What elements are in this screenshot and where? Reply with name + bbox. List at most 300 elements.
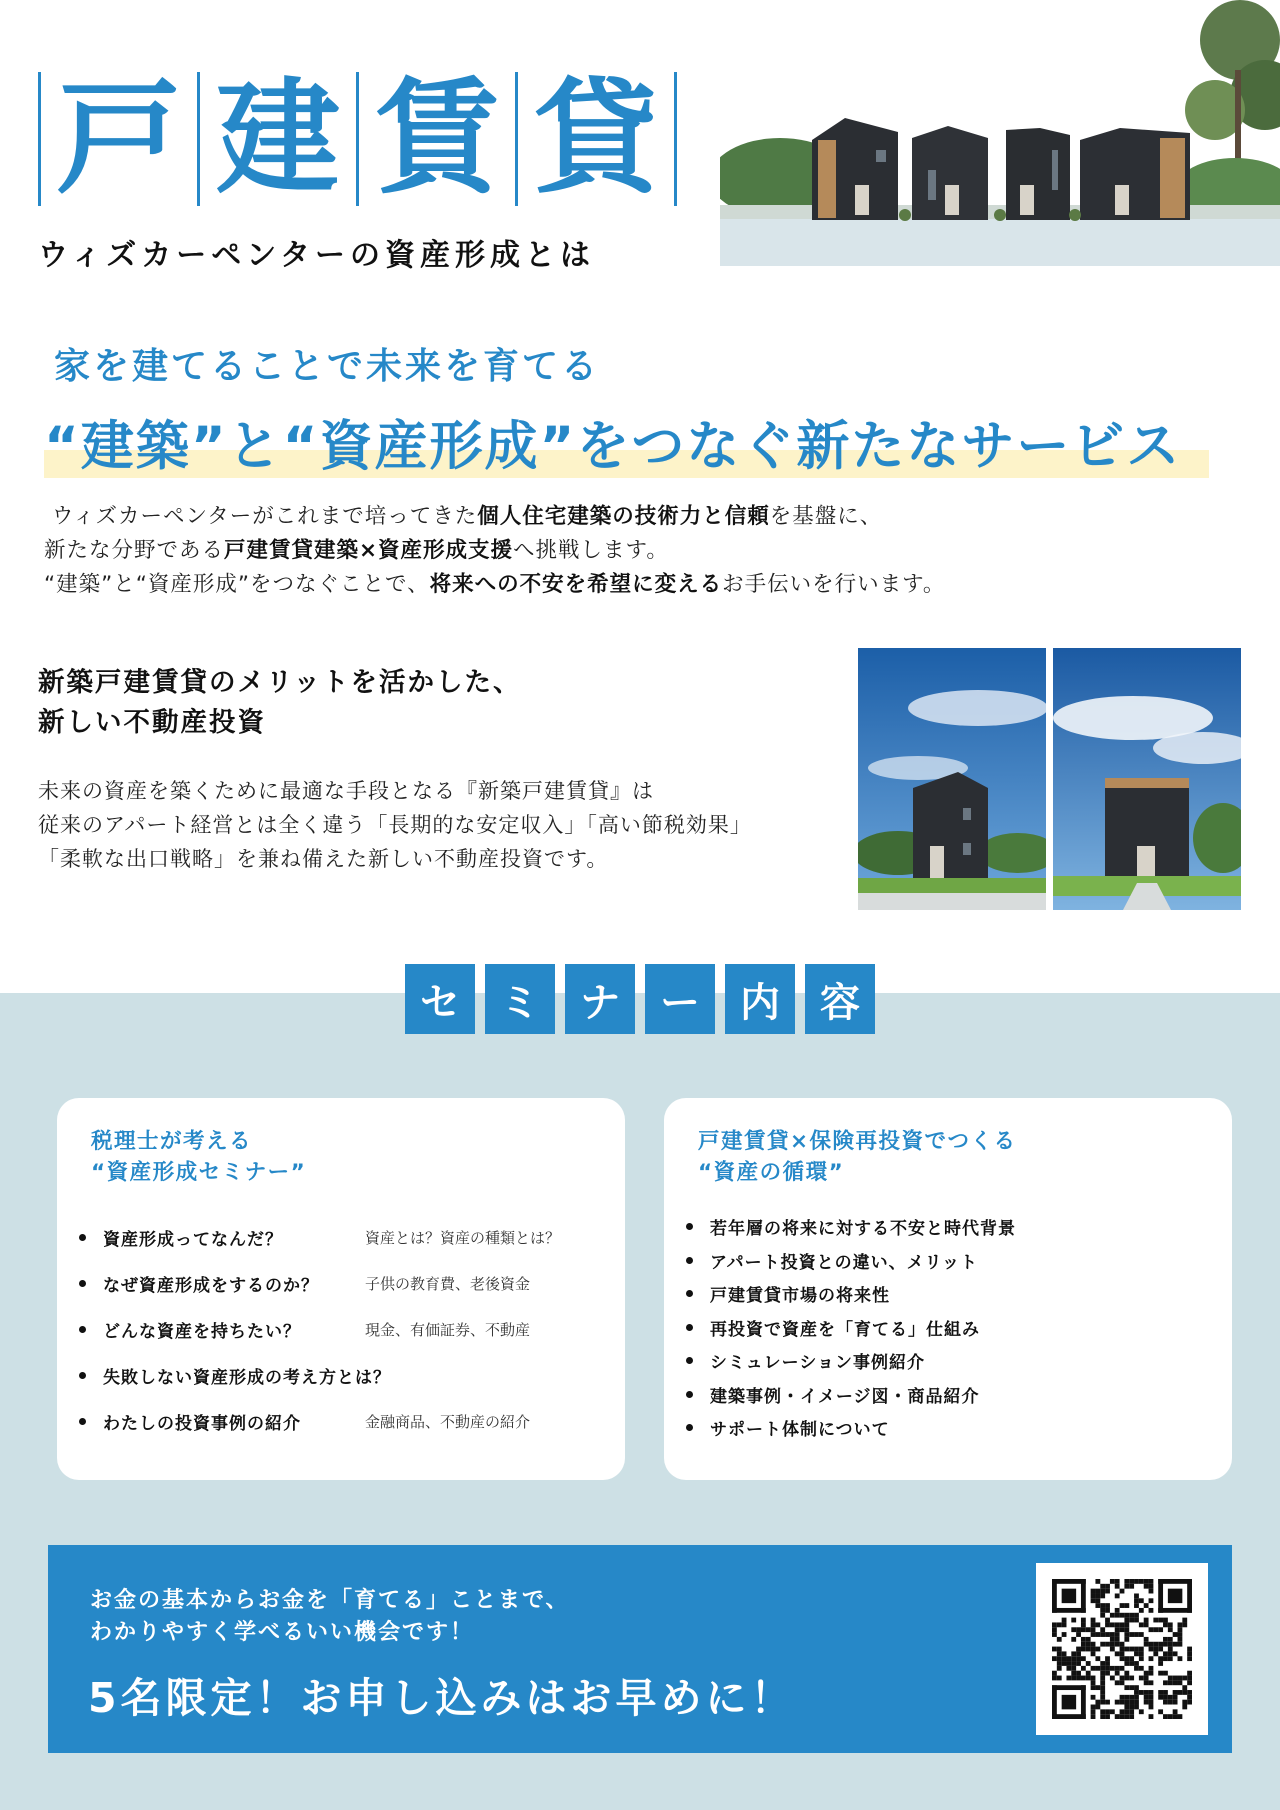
qr-module (1163, 1622, 1168, 1627)
qr-module (1052, 1622, 1057, 1627)
list-item (79, 1398, 560, 1444)
qr-module (1057, 1651, 1062, 1656)
qr-module (1158, 1695, 1163, 1700)
intro-text-span: 新たな分野である (44, 538, 225, 563)
qr-module (1144, 1671, 1149, 1676)
intro-line (44, 500, 1044, 534)
cta-message (90, 1585, 570, 1649)
qr-module (1163, 1680, 1168, 1685)
qr-module (1052, 1579, 1086, 1584)
qr-module (1124, 1618, 1129, 1623)
qr-module (1100, 1613, 1105, 1618)
qr-module (1163, 1656, 1168, 1661)
qr-module (1105, 1656, 1110, 1661)
bullet-icon (686, 1223, 693, 1230)
qr-module (1115, 1666, 1120, 1671)
qr-module (1144, 1584, 1149, 1589)
qr-module (1120, 1714, 1125, 1719)
qr-module (1178, 1680, 1183, 1685)
merit-heading-line: 新築戸建賃貸のメリットを活かした、 (38, 667, 522, 698)
qr-module (1158, 1579, 1192, 1584)
qr-module (1100, 1627, 1105, 1632)
topic: 建築事例・イメージ図・商品紹介 (710, 1386, 980, 1407)
intro-emphasis: 将来への不安を希望に変える (429, 572, 723, 597)
qr-module (1168, 1700, 1173, 1705)
qr-module (1187, 1671, 1192, 1676)
qr-module (1134, 1618, 1139, 1623)
qr-module (1134, 1603, 1139, 1608)
qr-module (1076, 1661, 1081, 1666)
qr-module (1187, 1579, 1192, 1613)
qr-module (1052, 1656, 1057, 1661)
qr-module (1168, 1680, 1173, 1685)
qr-module (1134, 1593, 1139, 1598)
qr-module (1057, 1676, 1062, 1681)
seminar-card-cycle (664, 1098, 1232, 1480)
bullet-icon (686, 1424, 693, 1431)
qr-module (1095, 1593, 1100, 1598)
qr-module (1124, 1579, 1129, 1584)
topic: 若年層の将来に対する不安と時代背景 (710, 1219, 1016, 1240)
list-item (686, 1277, 1016, 1311)
qr-module (1168, 1627, 1173, 1632)
qr-module (1149, 1690, 1154, 1695)
intro-emphasis: 個人住宅建築の技術力と信頼 (477, 504, 770, 529)
card-title: “資産形成セミナー” (91, 1160, 307, 1185)
qr-module (1066, 1676, 1071, 1681)
topic-note: 子供の教育費、老後資金 (365, 1274, 531, 1293)
topic: わたしの投資事例の紹介 (103, 1413, 301, 1434)
qr-module (1095, 1685, 1100, 1690)
qr-module (1120, 1589, 1125, 1594)
qr-module (1110, 1613, 1115, 1618)
qr-module (1095, 1603, 1100, 1608)
subtitle: ウィズカーペンターの資産形成とは (38, 238, 595, 273)
qr-module (1081, 1666, 1086, 1671)
qr-module (1124, 1656, 1129, 1661)
qr-module (1168, 1642, 1173, 1647)
qr-module (1163, 1651, 1168, 1656)
intro-text-span: ウィズカーペンターがこれまで培ってきた (51, 504, 478, 529)
house-photo-left-graphic (858, 648, 1046, 910)
qr-module (1124, 1632, 1129, 1637)
qr-module (1134, 1666, 1139, 1671)
qr-module (1081, 1647, 1086, 1652)
qr-module (1076, 1671, 1081, 1676)
qr-module (1081, 1676, 1086, 1681)
qr-module (1144, 1618, 1149, 1623)
qr-module (1115, 1637, 1120, 1642)
qr-module (1173, 1680, 1178, 1685)
qr-module (1124, 1661, 1129, 1666)
qr-module (1052, 1676, 1057, 1681)
qr-module (1124, 1714, 1129, 1719)
qr-module (1095, 1598, 1100, 1603)
list-item (686, 1311, 1016, 1345)
qr-module (1129, 1579, 1134, 1584)
qr-module (1158, 1647, 1163, 1652)
intro-line (44, 534, 1044, 568)
intro-text (44, 500, 1044, 602)
qr-module (1187, 1676, 1192, 1681)
qr-module (1149, 1589, 1154, 1594)
topic-list (79, 1214, 560, 1444)
qr-module (1187, 1690, 1192, 1695)
qr-module (1173, 1714, 1178, 1719)
qr-module (1081, 1685, 1086, 1719)
qr-module (1076, 1676, 1081, 1681)
qr-module (1095, 1656, 1100, 1661)
qr-module (1178, 1632, 1183, 1637)
qr-module (1095, 1622, 1100, 1627)
house-photo-right (1053, 648, 1241, 910)
qr-module (1115, 1593, 1120, 1598)
qr-module (1144, 1642, 1149, 1647)
qr-module (1110, 1622, 1115, 1627)
qr-module (1124, 1613, 1129, 1618)
qr-module (1057, 1622, 1062, 1627)
qr-module (1149, 1671, 1154, 1676)
qr-module (1057, 1647, 1062, 1652)
qr-module (1100, 1676, 1105, 1681)
qr-module (1052, 1685, 1086, 1690)
qr-module (1124, 1700, 1129, 1705)
qr-module (1134, 1685, 1139, 1690)
qr-module (1115, 1579, 1120, 1584)
intro-emphasis: 戸建賃貸建築×資産形成支援 (224, 538, 514, 563)
qr-module (1124, 1685, 1129, 1690)
qr-module (1110, 1676, 1115, 1681)
qr-module (1115, 1700, 1120, 1705)
qr-module (1158, 1642, 1163, 1647)
qr-module (1168, 1637, 1173, 1642)
qr-module (1182, 1622, 1187, 1627)
qr-module (1091, 1685, 1096, 1690)
qr-module (1052, 1632, 1057, 1637)
qr-module (1134, 1598, 1139, 1603)
qr-module (1071, 1651, 1076, 1656)
merit-body-line: 「柔軟な出口戦略」を兼ね備えた新しい不動産投資です。 (38, 847, 609, 871)
qr-module (1129, 1676, 1134, 1681)
qr-module (1100, 1593, 1105, 1598)
qr-module (1153, 1647, 1158, 1652)
qr-module (1105, 1714, 1110, 1719)
qr-module (1173, 1690, 1178, 1695)
qr-module (1100, 1632, 1105, 1637)
topic: 再投資で資産を「育てる」仕組み (710, 1319, 980, 1340)
qr-module (1071, 1618, 1076, 1623)
qr-module (1129, 1656, 1134, 1661)
qr-module (1120, 1603, 1125, 1608)
qr-module (1115, 1608, 1120, 1613)
qr-module (1129, 1685, 1134, 1690)
qr-module (1100, 1690, 1105, 1695)
qr-module (1052, 1714, 1086, 1719)
qr-module (1115, 1613, 1120, 1618)
bullet-icon (686, 1391, 693, 1398)
qr-module (1187, 1656, 1192, 1661)
qr-module (1081, 1579, 1086, 1613)
qr-module (1120, 1695, 1125, 1700)
qr-module (1120, 1709, 1125, 1714)
qr-module (1105, 1603, 1110, 1608)
qr-module (1105, 1661, 1110, 1666)
qr-module (1139, 1598, 1144, 1603)
list-item (686, 1244, 1016, 1278)
qr-module (1100, 1642, 1105, 1647)
qr-module (1129, 1613, 1134, 1618)
seminar-card-tax (57, 1098, 625, 1480)
qr-module (1052, 1685, 1057, 1719)
qr-module (1076, 1627, 1081, 1632)
qr-module (1105, 1642, 1110, 1647)
qr-module (1158, 1618, 1163, 1623)
qr-module (1139, 1656, 1144, 1661)
qr-module (1100, 1714, 1105, 1719)
cta-message-line: お金の基本からお金を「育てる」ことまで、 (90, 1588, 570, 1613)
qr-module (1178, 1690, 1183, 1695)
qr-module (1173, 1651, 1178, 1656)
qr-module (1158, 1579, 1163, 1613)
qr-module (1071, 1637, 1076, 1642)
bullet-icon (686, 1290, 693, 1297)
qr-module (1062, 1622, 1067, 1627)
title-char: 戸 (41, 72, 200, 206)
qr-module (1182, 1700, 1187, 1705)
qr-module (1100, 1661, 1105, 1666)
qr-module (1124, 1647, 1129, 1652)
qr-module (1095, 1700, 1100, 1705)
qr-module (1129, 1709, 1134, 1714)
qr-module (1110, 1637, 1115, 1642)
qr-module (1062, 1661, 1067, 1666)
qr-module (1158, 1661, 1163, 1666)
intro-text-span: へ挑戦します。 (513, 538, 669, 563)
qr-module (1134, 1632, 1139, 1637)
qr-module (1057, 1637, 1062, 1642)
qr-code[interactable] (1036, 1563, 1208, 1735)
qr-module (1139, 1709, 1144, 1714)
qr-module (1066, 1666, 1071, 1671)
qr-module (1187, 1680, 1192, 1685)
qr-module (1149, 1647, 1154, 1652)
list-item (79, 1214, 560, 1260)
intro-text-span: を基盤に、 (769, 504, 883, 529)
topic: アパート投資との違い、メリット (710, 1252, 978, 1273)
qr-module (1110, 1579, 1115, 1584)
qr-module (1105, 1700, 1110, 1705)
qr-module (1091, 1627, 1096, 1632)
qr-module (1071, 1671, 1076, 1676)
seminar-title-char: ミ (485, 964, 555, 1034)
qr-module (1124, 1627, 1129, 1632)
qr-module (1124, 1637, 1129, 1642)
qr-module (1168, 1656, 1173, 1661)
qr-module (1158, 1690, 1163, 1695)
qr-module (1091, 1705, 1096, 1710)
qr-module (1149, 1656, 1154, 1661)
cta-banner (48, 1545, 1232, 1753)
qr-module (1144, 1690, 1149, 1695)
qr-module (1052, 1579, 1057, 1613)
seminar-title-char: セ (405, 964, 475, 1034)
qr-module (1100, 1603, 1105, 1608)
qr-module (1120, 1627, 1125, 1632)
qr-module (1120, 1651, 1125, 1656)
qr-module (1105, 1709, 1110, 1714)
qr-module (1178, 1714, 1183, 1719)
qr-module (1115, 1651, 1120, 1656)
qr-module (1100, 1709, 1105, 1714)
qr-module (1115, 1671, 1120, 1676)
topic: 資産形成ってなんだ？ (103, 1229, 283, 1250)
bullet-icon (79, 1326, 86, 1333)
qr-module (1095, 1666, 1100, 1671)
qr-module (1120, 1666, 1125, 1671)
qr-module (1158, 1709, 1163, 1714)
qr-module (1091, 1714, 1096, 1719)
topic-note: 金融商品、不動産の紹介 (365, 1412, 531, 1431)
qr-module (1091, 1709, 1096, 1714)
qr-module (1124, 1676, 1129, 1681)
qr-module (1110, 1632, 1115, 1637)
qr-module (1081, 1637, 1086, 1642)
qr-module (1052, 1627, 1057, 1632)
qr-module (1086, 1627, 1091, 1632)
qr-module (1134, 1700, 1139, 1705)
qr-module (1153, 1642, 1158, 1647)
topic: シミュレーション事例紹介 (710, 1353, 925, 1374)
qr-module (1071, 1627, 1076, 1632)
qr-module (1149, 1680, 1154, 1685)
qr-module (1100, 1680, 1105, 1685)
qr-module (1115, 1714, 1120, 1719)
house-photo-right-graphic (1053, 648, 1241, 910)
seminar-title-char: 容 (805, 964, 875, 1034)
qr-module (1105, 1671, 1110, 1676)
qr-module (1105, 1608, 1110, 1613)
qr-module (1057, 1656, 1062, 1661)
merit-heading-line: 新しい不動産投資 (38, 707, 266, 738)
qr-module (1086, 1642, 1091, 1647)
qr-module (1086, 1647, 1091, 1652)
qr-module (1129, 1661, 1134, 1666)
qr-module (1095, 1579, 1100, 1584)
qr-module (1115, 1680, 1120, 1685)
qr-module (1115, 1584, 1120, 1589)
house-photo-left (858, 648, 1046, 910)
qr-module (1081, 1618, 1086, 1623)
qr-module (1105, 1618, 1110, 1623)
qr-module (1071, 1676, 1076, 1681)
qr-module (1149, 1642, 1154, 1647)
topic: 失敗しない資産形成の考え方とは？ (103, 1367, 391, 1388)
qr-module (1124, 1584, 1129, 1589)
qr-module (1086, 1661, 1091, 1666)
qr-module (1110, 1642, 1115, 1647)
qr-module (1110, 1647, 1115, 1652)
qr-module (1158, 1627, 1163, 1632)
list-item (686, 1378, 1016, 1412)
qr-module (1134, 1690, 1139, 1695)
qr-module (1173, 1709, 1178, 1714)
list-item (686, 1411, 1016, 1445)
qr-module (1129, 1584, 1134, 1589)
qr-module (1144, 1676, 1149, 1681)
qr-module (1149, 1714, 1154, 1719)
qr-module (1086, 1637, 1091, 1642)
catch-copy: 家を建てることで未来を育てる (54, 346, 601, 387)
qr-module (1124, 1705, 1129, 1710)
qr-module (1178, 1656, 1183, 1661)
intro-text-span: お手伝いを行います。 (722, 572, 946, 597)
bullet-icon (79, 1280, 86, 1287)
qr-module (1091, 1589, 1096, 1594)
qr-module (1062, 1651, 1067, 1656)
qr-module (1086, 1671, 1091, 1676)
qr-module (1095, 1647, 1100, 1652)
merit-body (38, 774, 858, 876)
qr-module (1187, 1695, 1192, 1700)
qr-module (1163, 1642, 1168, 1647)
headline: “建築”と“資産形成”をつなぐ新たなサービス (44, 416, 1182, 477)
merit-body-line: 従来のアパート経営とは全く違う「長期的な安定収入」「高い節税効果」 (38, 813, 752, 837)
qr-module (1139, 1690, 1144, 1695)
qr-module (1168, 1676, 1173, 1681)
qr-module (1139, 1579, 1144, 1584)
qr-module (1168, 1714, 1173, 1719)
qr-module (1173, 1695, 1178, 1700)
qr-module (1144, 1603, 1149, 1608)
merit-heading (38, 663, 521, 743)
houses-photo (720, 0, 1280, 266)
intro-text-span: “建築”と“資産形成”をつなぐことで、 (44, 572, 430, 597)
qr-module (1144, 1579, 1149, 1584)
qr-module (1124, 1622, 1129, 1627)
qr-module (1105, 1622, 1110, 1627)
qr-module (1110, 1709, 1115, 1714)
qr-module (1187, 1651, 1192, 1656)
qr-module (1081, 1642, 1086, 1647)
qr-module (1139, 1647, 1144, 1652)
merit-body-line: 未来の資産を築くために最適な手段となる『新築戸建賃貸』は (38, 779, 654, 803)
qr-module (1062, 1656, 1067, 1661)
qr-module (1062, 1632, 1067, 1637)
qr-module (1168, 1651, 1173, 1656)
qr-module (1139, 1632, 1144, 1637)
qr-module (1091, 1593, 1096, 1598)
qr-module (1100, 1700, 1105, 1705)
qr-module (1120, 1622, 1125, 1627)
qr-module (1139, 1651, 1144, 1656)
qr-module (1178, 1637, 1183, 1642)
qr-module (1124, 1695, 1129, 1700)
qr-module (1115, 1622, 1120, 1627)
qr-module (1120, 1647, 1125, 1652)
topic: どんな資産を持ちたい？ (103, 1321, 301, 1342)
qr-module (1149, 1584, 1154, 1589)
qr-module (1129, 1618, 1134, 1623)
qr-module (1081, 1622, 1086, 1627)
qr-module (1052, 1647, 1057, 1652)
qr-module (1182, 1705, 1187, 1710)
qr-module (1062, 1618, 1067, 1623)
bullet-icon (79, 1418, 86, 1425)
qr-module (1120, 1680, 1125, 1685)
qr-module (1100, 1666, 1105, 1671)
list-item (79, 1352, 560, 1398)
qr-module (1163, 1618, 1168, 1623)
